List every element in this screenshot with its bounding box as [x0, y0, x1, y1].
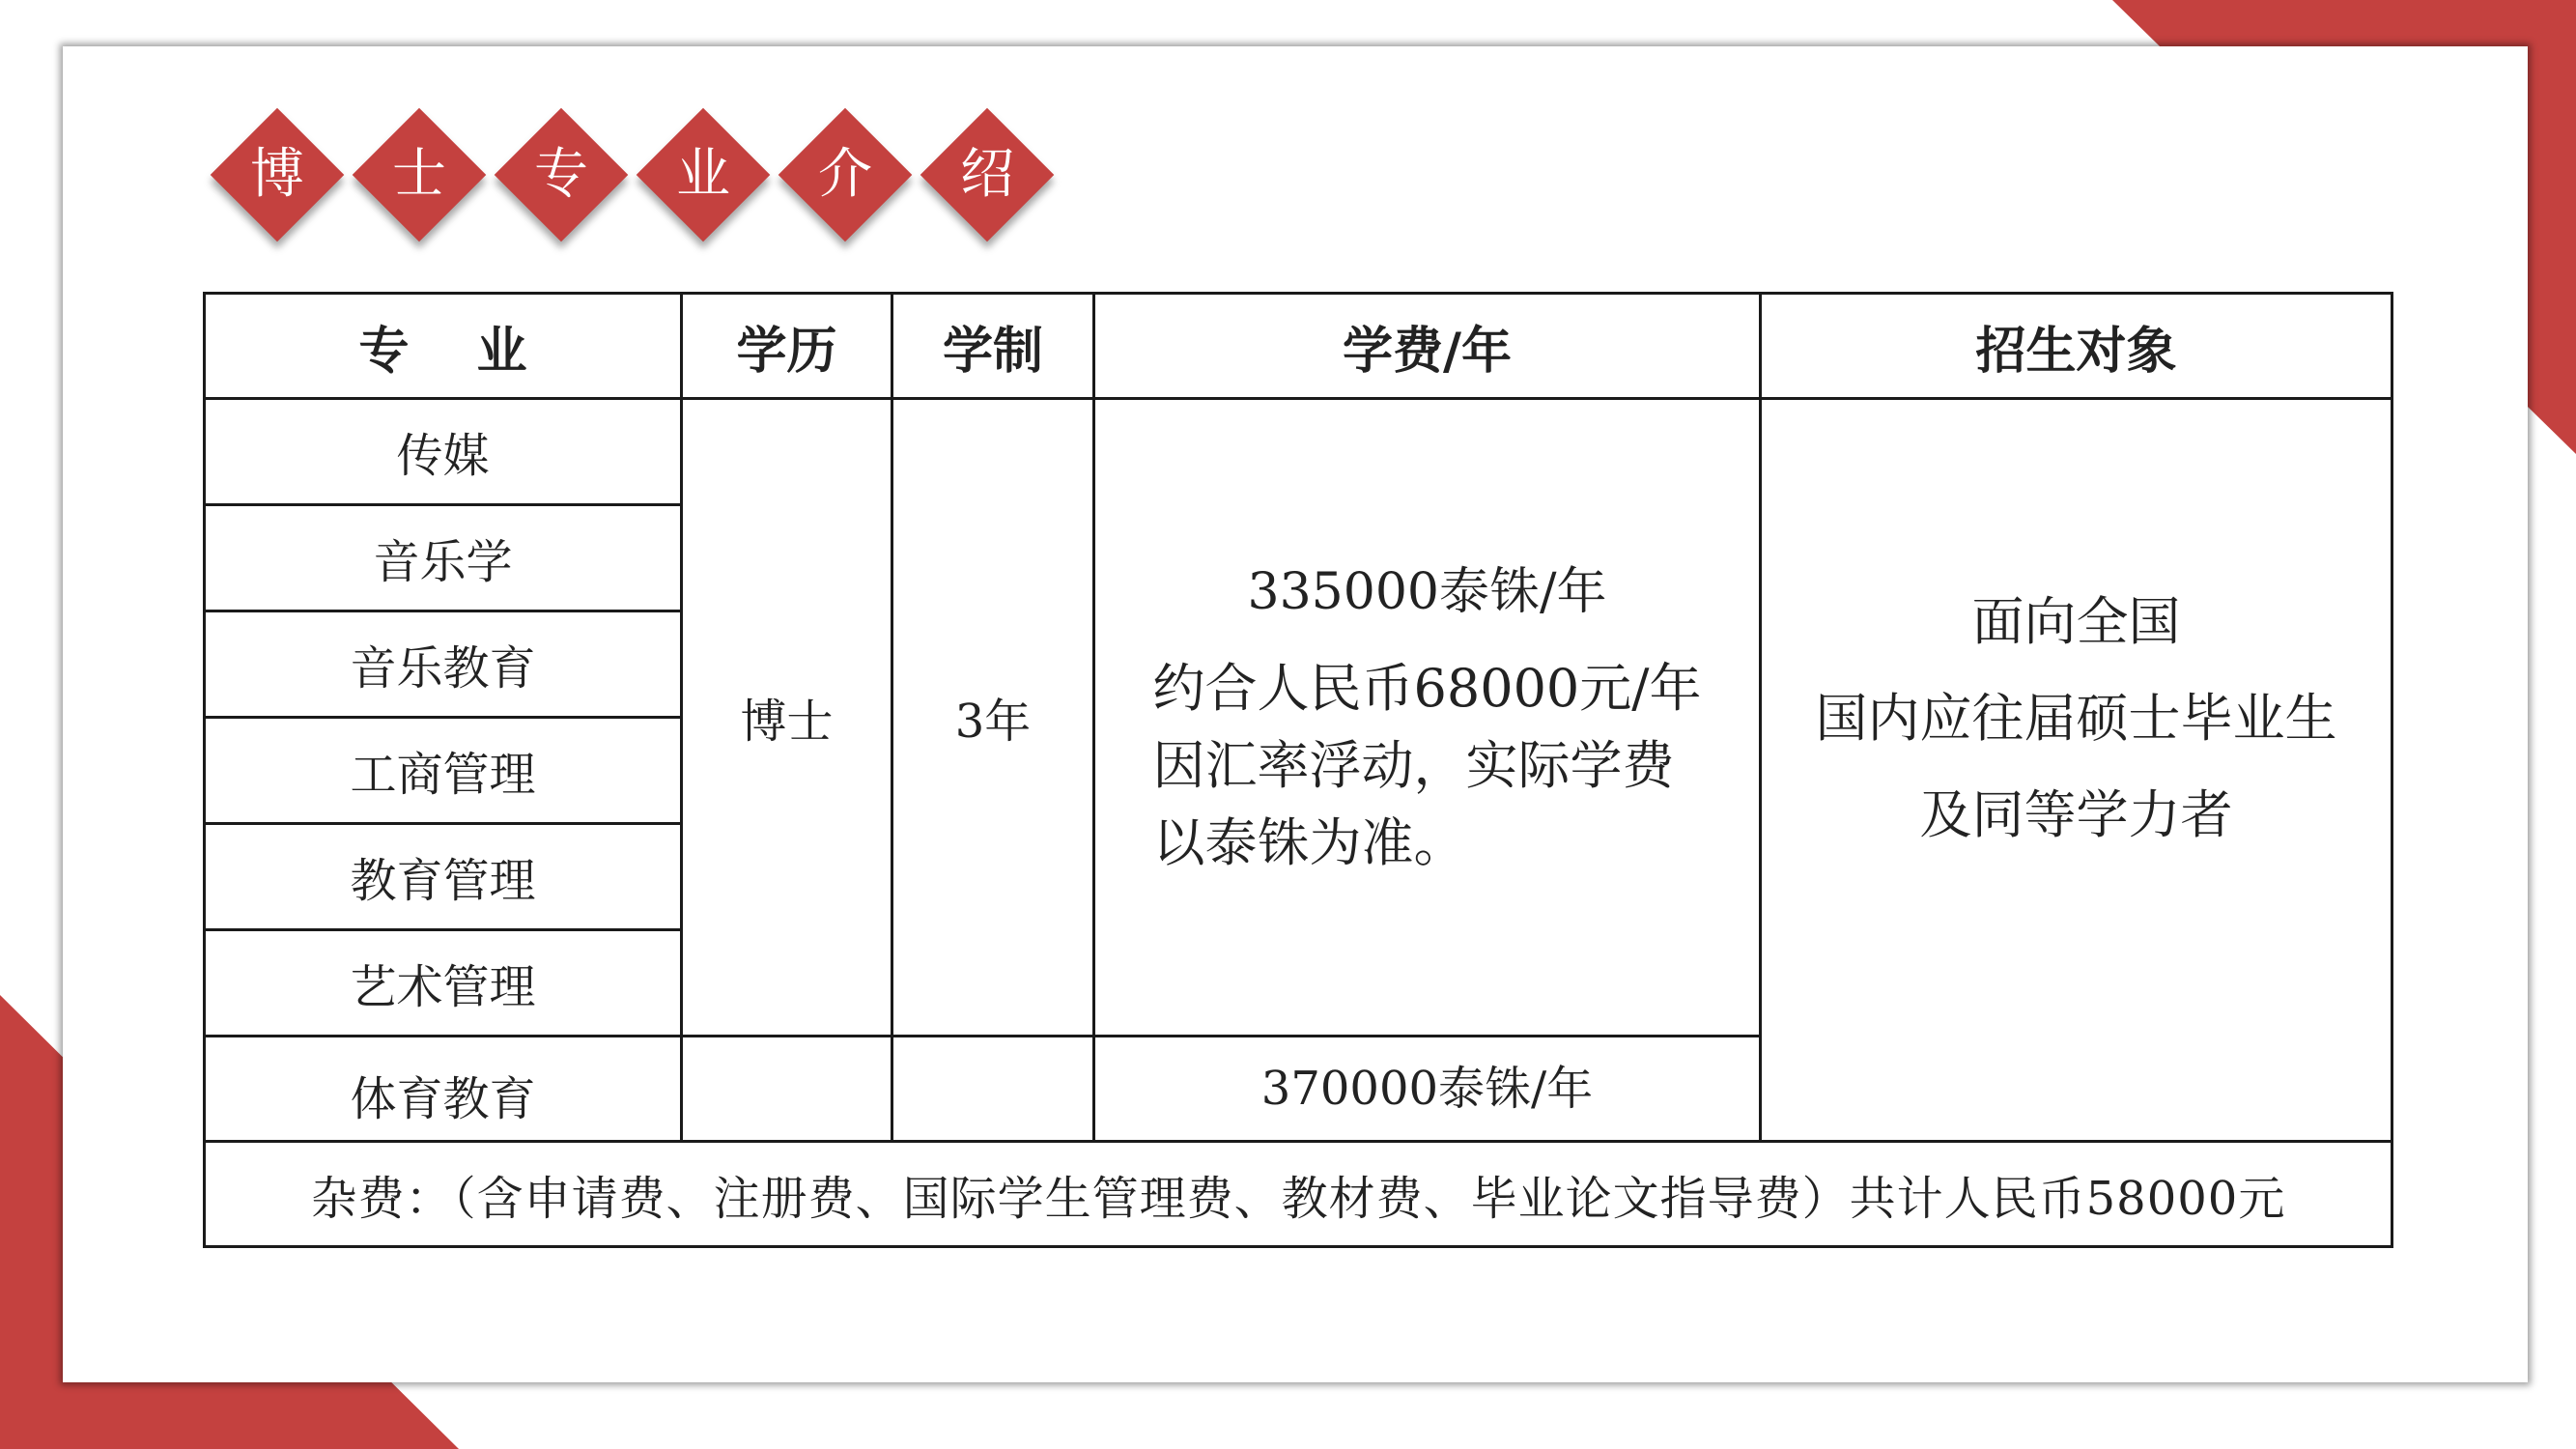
- header-target: 招生对象: [1761, 294, 2392, 399]
- major-cell: 艺术管理: [205, 930, 682, 1037]
- tuition-main: 335000泰铢/年: [1247, 562, 1607, 621]
- header-duration: 学制: [892, 294, 1094, 399]
- degree-cell-empty: [682, 1037, 892, 1142]
- major-cell: 音乐学: [205, 505, 682, 611]
- major-cell: 教育管理: [205, 824, 682, 930]
- header-degree: 学历: [682, 294, 892, 399]
- target-line: 国内应往届硕士毕业生: [1815, 688, 2337, 749]
- tuition-cell: [1094, 399, 1761, 1037]
- title-char: 绍: [960, 143, 1014, 206]
- program-table: [203, 292, 2393, 1248]
- title-char: 专: [534, 143, 588, 206]
- major-cell: 音乐教育: [205, 611, 682, 718]
- header-tuition: 学费/年: [1094, 294, 1761, 399]
- major-label: 体育教育: [350, 1071, 536, 1126]
- header-major: 专 业: [205, 294, 682, 399]
- major-cell: 工商管理: [205, 718, 682, 824]
- title-char: 业: [676, 143, 730, 206]
- target-cell: [1761, 399, 2392, 1142]
- title-char: 士: [392, 143, 446, 206]
- tuition-cell-last: 370000泰铢/年: [1094, 1037, 1761, 1142]
- tuition-note-line: 因汇率浮动，实际学费: [1152, 734, 1675, 796]
- duration-cell-empty: [892, 1037, 1094, 1142]
- title-char: 博: [250, 143, 304, 206]
- major-cell: 传媒: [205, 399, 682, 505]
- target-line: 面向全国: [1971, 591, 2181, 652]
- tuition-note-line: 以泰铢为准。: [1152, 811, 1466, 873]
- title-char: 介: [818, 143, 872, 206]
- table-header-row: [205, 294, 2392, 399]
- table-row: [205, 399, 2392, 505]
- duration-cell: 3年: [892, 399, 1094, 1037]
- tuition-note-line: 约合人民币68000元/年: [1152, 657, 1702, 719]
- degree-cell: 博士: [682, 399, 892, 1037]
- misc-fee-cell: 杂费：（含申请费、注册费、国际学生管理费、教材费、毕业论文指导费）共计人民币58000元: [205, 1142, 2392, 1247]
- target-line: 及同等学力者: [1919, 784, 2233, 845]
- misc-fee-row: [205, 1142, 2392, 1247]
- tuition-note: [1153, 650, 1702, 882]
- major-cell: [205, 1037, 682, 1142]
